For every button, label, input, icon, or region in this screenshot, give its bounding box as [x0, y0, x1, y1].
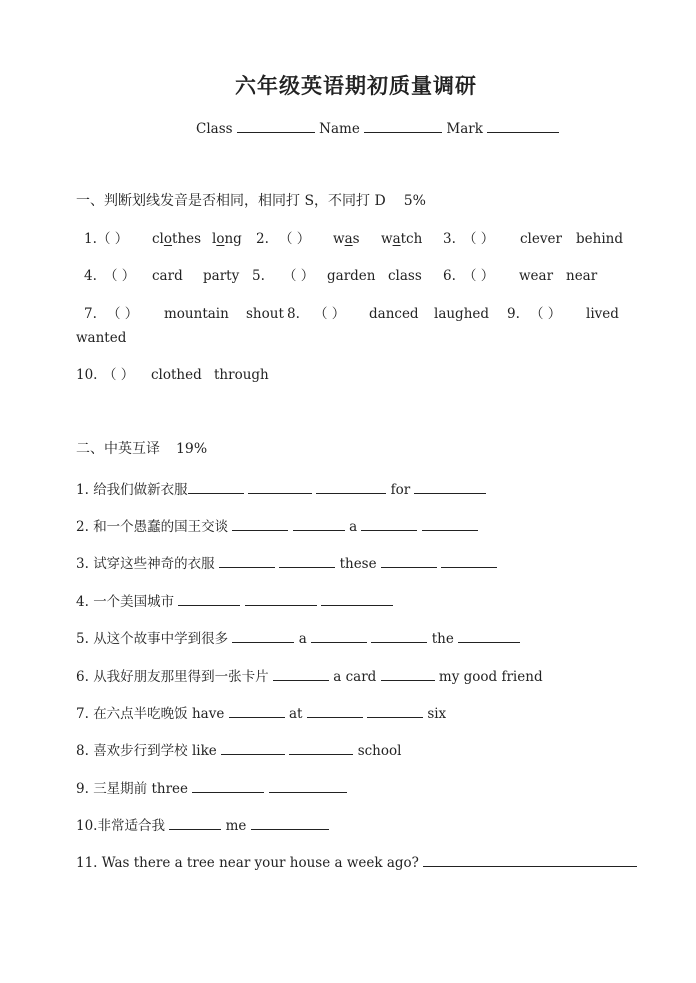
header-fields: [196, 118, 559, 137]
s1-item-4-word2: party: [203, 268, 240, 284]
s2-item-3: 3. 试穿这些神奇的衣服 these: [76, 553, 497, 572]
s1-item-1-num: 1.: [84, 231, 97, 247]
s1-item-10-paren[interactable]: （ ）: [103, 367, 135, 383]
s1-item-10-word2: through: [214, 367, 269, 383]
s1-item-7-word2: shout: [246, 306, 284, 322]
section1-score: 5%: [403, 193, 426, 209]
s1-item-7-paren[interactable]: （ ）: [107, 306, 139, 322]
mark-label: Mark: [446, 121, 483, 137]
s1-item-8-paren[interactable]: （ ）: [314, 306, 346, 322]
s1-item-10-word1: clothed: [151, 367, 202, 383]
s1-item-6-num: 6.: [443, 268, 456, 284]
s2-item-8: 8. 喜欢步行到学校 like school: [76, 740, 401, 759]
class-label: Class: [196, 121, 233, 137]
s1-item-3-paren[interactable]: （ ）: [463, 231, 495, 247]
s1-item-7-num: 7.: [84, 306, 97, 322]
s2-item-11: 11. Was there a tree near your house a week ago?: [76, 852, 637, 871]
s1-item-6-word2: near: [566, 268, 598, 284]
s1-item-1-paren[interactable]: （ ）: [97, 231, 129, 247]
section2-score: 19%: [176, 441, 208, 457]
s1-item-10-num: 10.: [76, 367, 98, 383]
s2-item-2: 2. 和一个愚蠢的国王交谈 a: [76, 516, 478, 535]
s2-item-10: 10.非常适合我 me: [76, 815, 329, 834]
name-field[interactable]: [364, 118, 442, 133]
class-field[interactable]: [237, 118, 315, 133]
s1-item-3-word2: behind: [576, 231, 623, 247]
s1-item-5-word1: garden: [327, 268, 376, 284]
s1-item-7-word1: mountain: [164, 306, 229, 322]
s1-item-6-word1: wear: [519, 268, 554, 284]
s2-item-9: 9. 三星期前 three: [76, 778, 347, 797]
mark-field[interactable]: [487, 118, 559, 133]
s1-item-4-paren[interactable]: （ ）: [104, 268, 136, 284]
s2-item-4: 4. 一个美国城市: [76, 591, 393, 610]
s1-item-4-num: 4.: [84, 268, 97, 284]
s1-item-8-word2: laughed: [434, 306, 490, 322]
s1-item-9-word2: wanted: [76, 330, 127, 346]
s1-item-6-paren[interactable]: （ ）: [463, 268, 495, 284]
section2-heading: 二、中英互译 19%: [76, 441, 208, 457]
s1-item-9-paren[interactable]: （ ）: [530, 306, 562, 322]
s2-item-7: 7. 在六点半吃晚饭 have at six: [76, 703, 446, 722]
s2-item-6: 6. 从我好朋友那里得到一张卡片 a card my good friend: [76, 666, 543, 685]
s1-item-1-word2: long: [212, 231, 242, 247]
s1-item-5-paren[interactable]: （ ）: [283, 268, 315, 284]
s1-item-9-word1: lived: [586, 306, 619, 322]
s1-item-5-word2: class: [388, 268, 422, 284]
s1-item-2-num: 2.: [256, 231, 269, 247]
s1-item-4-word1: card: [152, 268, 183, 284]
s2-item-5: 5. 从这个故事中学到很多 a the: [76, 628, 520, 647]
page-title: 六年级英语期初质量调研: [235, 73, 477, 98]
s1-item-9-num: 9.: [507, 306, 520, 322]
s1-item-3-num: 3.: [443, 231, 456, 247]
s1-item-2-word2: watch: [381, 231, 423, 247]
s1-item-2-word1: was: [333, 231, 360, 247]
section1-heading: 一、判断划线发音是否相同，相同打 S，不同打 D 5%: [76, 193, 426, 209]
s1-item-3-word1: clever: [520, 231, 562, 247]
s1-item-8-num: 8.: [287, 306, 300, 322]
s1-item-8-word1: danced: [369, 306, 419, 322]
name-label: Name: [319, 121, 360, 137]
s1-item-5-num: 5.: [252, 268, 265, 284]
s2-item-1: 1. 给我们做新衣服 for: [76, 479, 486, 498]
s1-item-1-word1: clothes: [152, 231, 202, 247]
s1-item-2-paren[interactable]: （ ）: [279, 231, 311, 247]
